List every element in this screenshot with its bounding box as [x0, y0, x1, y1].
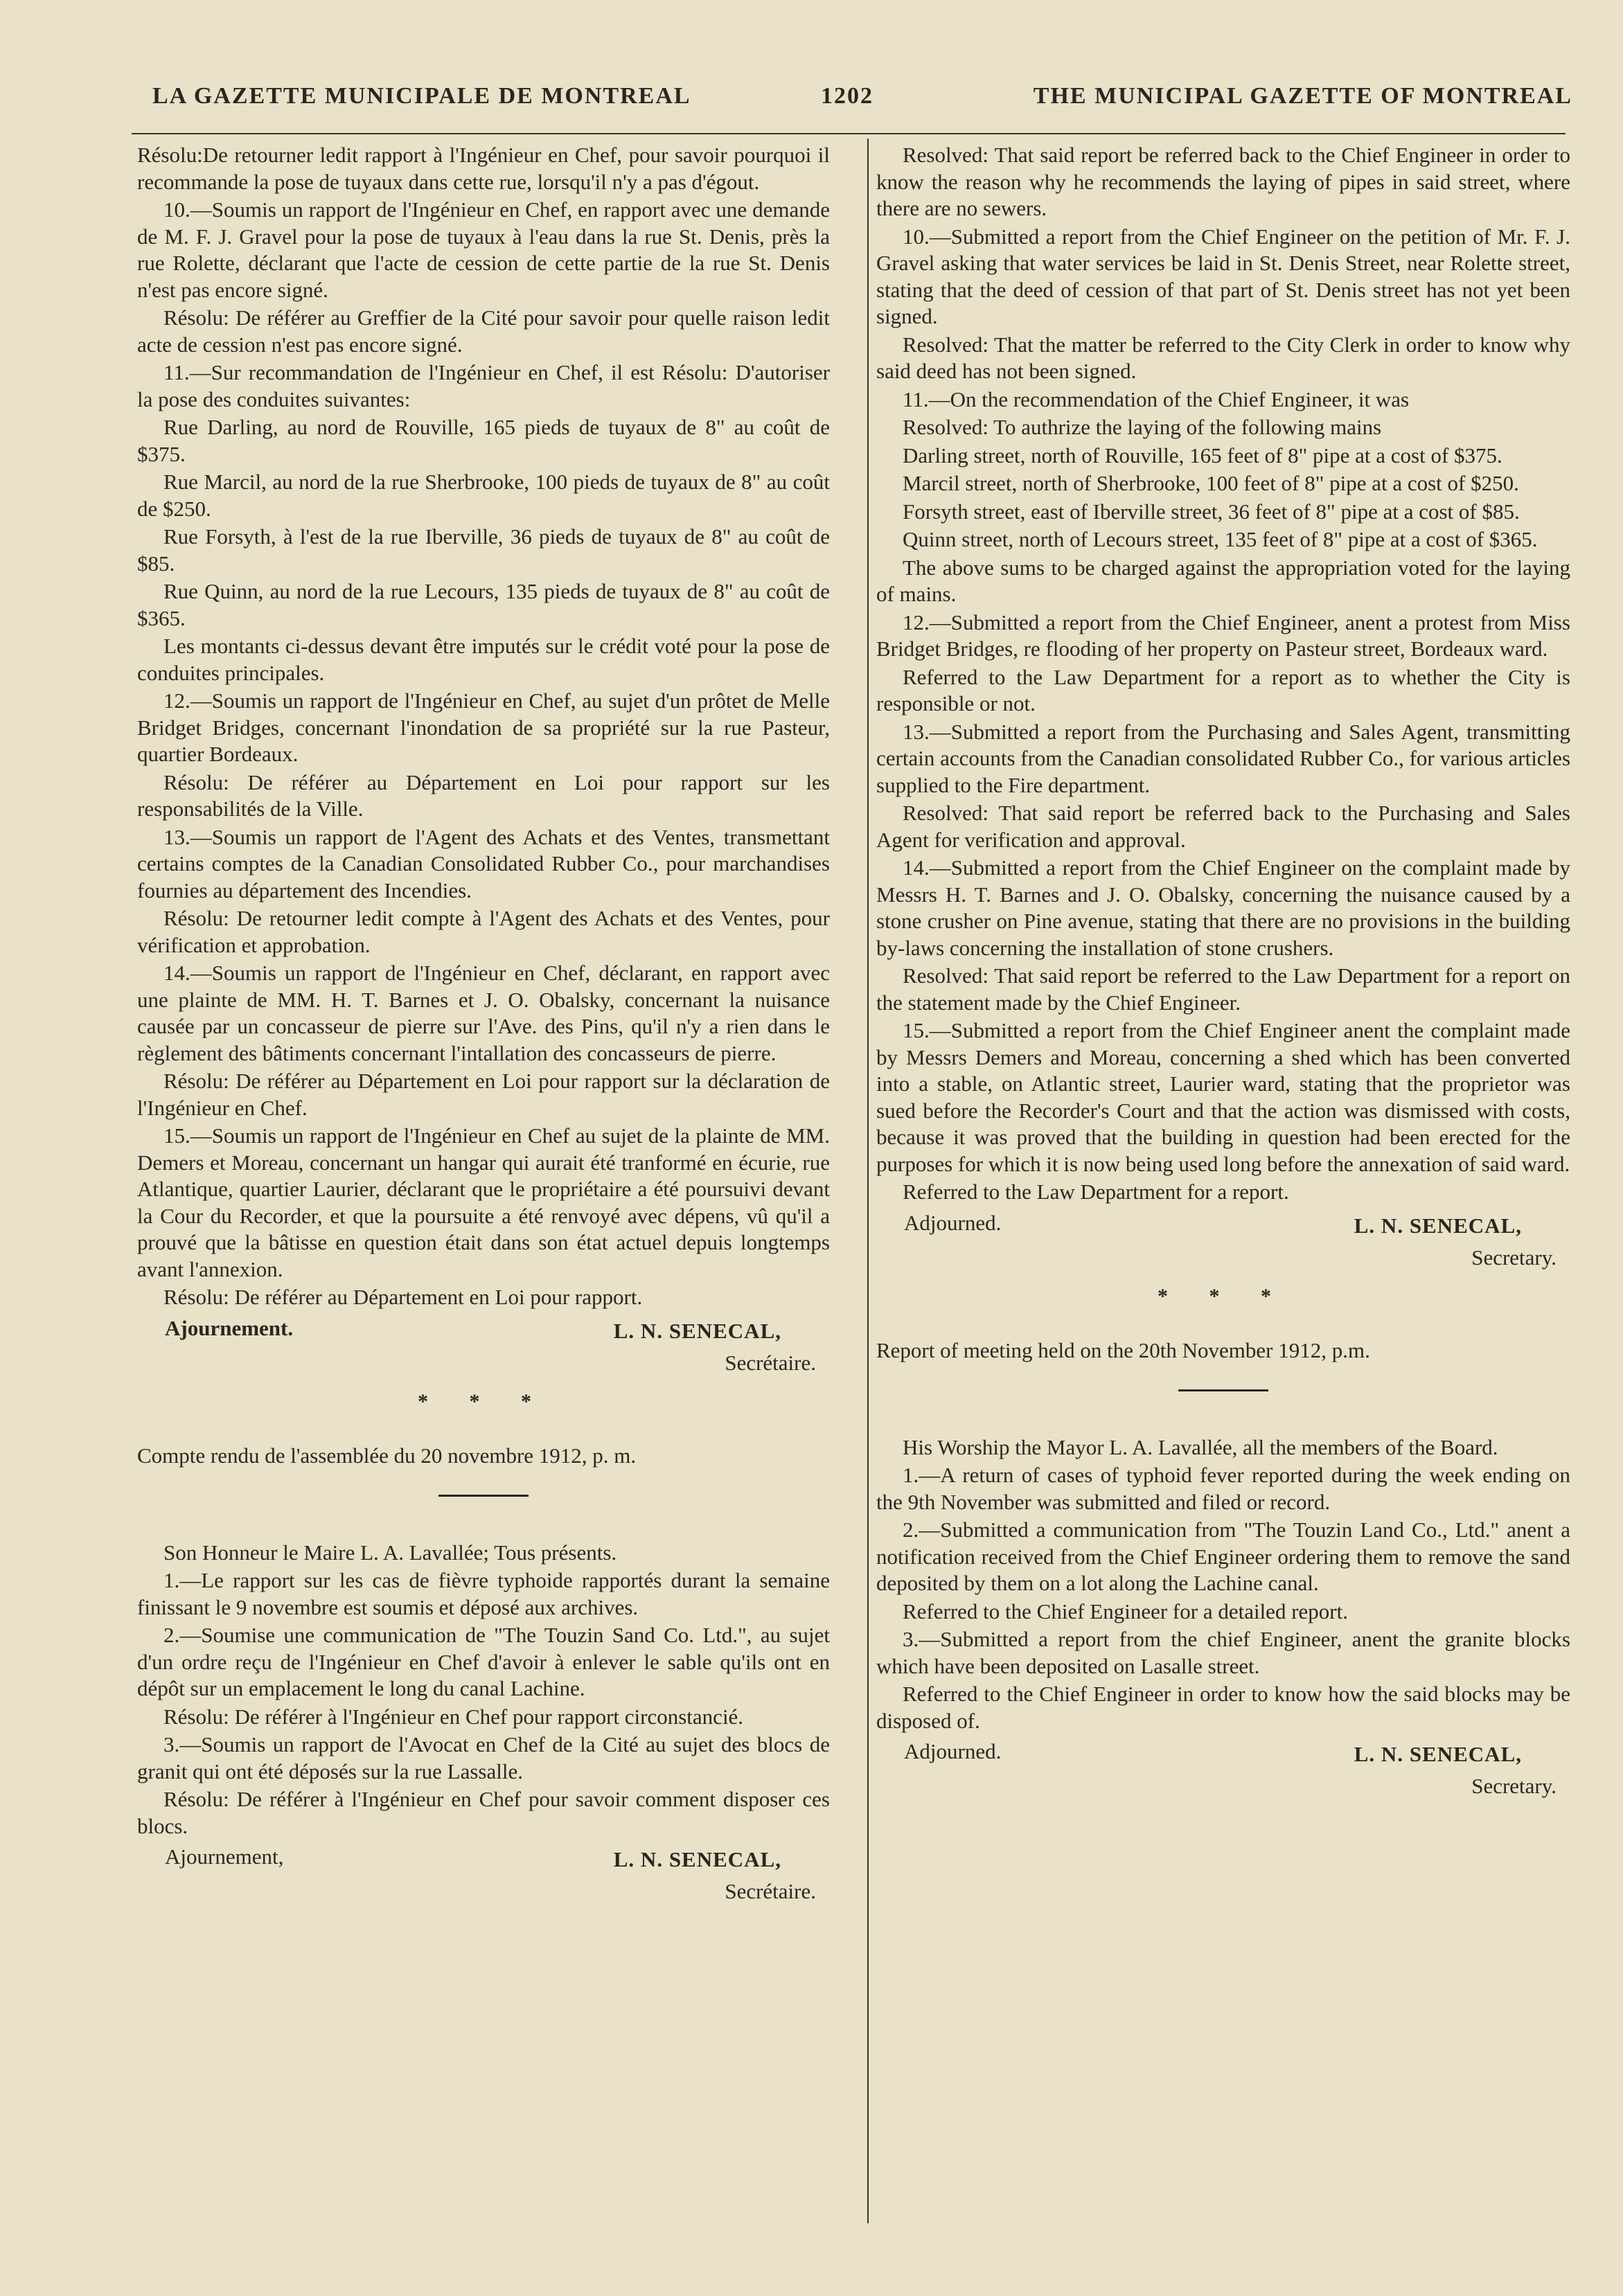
paragraph: 14.—Submitted a report from the Chief Engineer on the complaint made by Messrs H. T. Barnes and J. O. Obalsky, concerning the nuisance caused by a stone crusher on Pine avenue, stating that there are no provisions in the building by-laws concerning the installation of stone crushers.	[876, 855, 1570, 960]
signature-role: Secrétaire.	[725, 1350, 816, 1375]
signature-role: Secretary.	[1471, 1774, 1557, 1798]
paragraph: Son Honneur le Maire L. A. Lavallée; Tous présents.	[163, 1540, 617, 1565]
paragraph: Les montants ci-dessus devant être imputés sur le crédit voté pour la pose de conduites principales.	[137, 634, 830, 685]
paragraph: 2.—Soumise une communication de "The Touzin Sand Co. Ltd.", au sujet d'un ordre reçu de l'Ingénieur en Chef d'avoir à enlever le sable qu'ils ont en dépôt sur un emplacement le long du canal Lachine.	[137, 1623, 830, 1700]
paragraph: 15.—Submitted a report from the Chief Engineer anent the complaint made by Messrs Demers and Moreau, concerning a shed which has been converted into a stable, on Atlantic street, Laurier ward, stating that the proprietor was sued before the Recorder's Court and that the action was dismissed with costs, because it was proved that the building in question had been erected for the purposes for which it is now being used long before the annexation of said ward.	[876, 1018, 1570, 1176]
short-rule	[438, 1495, 529, 1497]
paragraph: 1.—A return of cases of typhoid fever reported during the week ending on the 9th November was submitted and filed or record.	[876, 1463, 1570, 1514]
paragraph: Quinn street, north of Lecours street, 135 feet of 8" pipe at a cost of $365.	[903, 527, 1538, 551]
signature-role: Secretary.	[1471, 1245, 1557, 1270]
paragraph: Résolu: De retourner ledit compte à l'Agent des Achats et des Ventes, pour vérification et approbation.	[137, 906, 830, 957]
paragraph: Referred to the Chief Engineer in order to know how the said blocks may be disposed of.	[876, 1682, 1570, 1733]
signature-name: L. N. SENECAL,	[1354, 1742, 1522, 1766]
paragraph: 14.—Soumis un rapport de l'Ingénieur en Chef, déclarant, en rapport avec une plainte de MM. H. T. Barnes et J. O. Obalsky, concernant la nuisance causée par un concasseur de pierre sur l'Ave. des Pins, qu'il n'y a rien dans le règlement des bâtiments concernant l'intallation des concasseurs de pierre.	[137, 961, 830, 1065]
paragraph: Referred to the Chief Engineer for a detailed report.	[903, 1599, 1348, 1623]
signature-block	[137, 1844, 830, 1907]
page-header	[152, 83, 1572, 118]
paragraph: 13.—Soumis un rapport de l'Agent des Achats et des Ventes, transmettant certains comptes de la Canadian Consolidated Rubber Co., pour marchandises fournies au département des Incendies.	[137, 824, 830, 902]
adjournment-label: Adjourned.	[904, 1210, 1002, 1235]
signature-name: L. N. SENECAL,	[613, 1318, 781, 1343]
paragraph: Referred to the Law Department for a report as to whether the City is responsible or not.	[876, 664, 1570, 715]
section-separator: * * *	[418, 1389, 549, 1413]
paragraph: His Worship the Mayor L. A. Lavallée, all the members of the Board.	[903, 1434, 1498, 1459]
paragraph: 10.—Soumis un rapport de l'Ingénieur en Chef, en rapport avec une demande de M. F. J. Gravel pour la pose de tuyaux à l'eau dans la rue St. Denis, près la rue Rolette, déclarant que l'acte de cession de cette partie de la rue St. Denis n'est pas encore signé.	[137, 197, 830, 302]
page-number: 1202	[821, 83, 873, 109]
paragraph: Résolu: De référer à l'Ingénieur en Chef pour savoir comment disposer ces blocs.	[137, 1787, 830, 1838]
paragraph: Résolu: De référer au Département en Loi pour rapport.	[163, 1285, 643, 1309]
paragraph: Résolu: De référer à l'Ingénieur en Chef pour rapport circonstancié.	[163, 1704, 744, 1729]
signature-name: L. N. SENECAL,	[613, 1847, 781, 1871]
paragraph: Rue Darling, au nord de Rouville, 165 pieds de tuyaux de 8" au coût de $375.	[137, 415, 830, 466]
header-title-french: LA GAZETTE MUNICIPALE DE MONTREAL	[152, 83, 691, 109]
paragraph: 12.—Soumis un rapport de l'Ingénieur en Chef, au sujet d'un prôtet de Melle Bridget Bridges, concernant l'inondation de sa propriété sur la rue Pasteur, quartier Bordeaux.	[137, 688, 830, 766]
signature-block	[137, 1315, 830, 1379]
paragraph: 11.—Sur recommandation de l'Ingénieur en Chef, il est Résolu: D'autoriser la pose des conduites suivantes:	[137, 360, 830, 411]
adjournment-label: Ajournement,	[165, 1844, 284, 1869]
paragraph: 3.—Soumis un rapport de l'Avocat en Chef de la Cité au sujet des blocs de granit qui ont été déposés sur la rue Lassalle.	[137, 1732, 830, 1783]
report-title: Report of meeting held on the 20th November 1912, p.m.	[876, 1338, 1370, 1362]
paragraph: Resolved: To authrize the laying of the following mains	[903, 415, 1382, 439]
paragraph: Referred to the Law Department for a report.	[903, 1180, 1289, 1204]
adjournment-label: Adjourned.	[904, 1739, 1002, 1763]
paragraph: 10.—Submitted a report from the Chief Engineer on the petition of Mr. F. J. Gravel asking that water services be laid in St. Denis Street, near Rolette street, stating that the deed of cession of that part of St. Denis street has not yet been signed.	[876, 224, 1570, 328]
paragraph: 2.—Submitted a communication from "The Touzin Land Co., Ltd." anent a notification received from the Chief Engineer ordering them to remove the sand deposited by them on a lot along the Lachine canal.	[876, 1518, 1570, 1595]
adjournment-label: Ajournement.	[165, 1315, 294, 1340]
signature-block	[876, 1738, 1570, 1802]
paragraph: Resolved: That said report be referred to the Law Department for a report on the statement made by the Chief Engineer.	[876, 963, 1570, 1015]
short-rule	[1178, 1389, 1268, 1391]
paragraph: Marcil street, north of Sherbrooke, 100 feet of 8" pipe at a cost of $250.	[903, 471, 1519, 495]
paragraph: Darling street, north of Rouville, 165 feet of 8" pipe at a cost of $375.	[903, 443, 1502, 468]
signature-block	[876, 1210, 1570, 1274]
paragraph: 12.—Submitted a report from the Chief Engineer, anent a protest from Miss Bridget Bridges, re flooding of her property on Pasteur street, Bordeaux ward.	[876, 609, 1570, 661]
paragraph: Résolu: De référer au Département en Loi pour rapport sur la déclaration de l'Ingénieur en Chef.	[137, 1069, 830, 1120]
english-column	[876, 142, 1570, 1805]
paragraph: Résolu:De retourner ledit rapport à l'Ingénieur en Chef, pour savoir pourquoi il recommande la pose de tuyaux dans cette rue, lorsqu'il n'y a pas d'égout.	[137, 143, 830, 194]
paragraph: The above sums to be charged against the appropriation voted for the laying of mains.	[876, 555, 1570, 606]
paragraph: Rue Forsyth, à l'est de la rue Iberville, 36 pieds de tuyaux de 8" au coût de $85.	[137, 524, 830, 576]
paragraph: Resolved: That said report be referred back to the Chief Engineer in order to know the reason why he recommends the laying of pipes in said street, where there are no sewers.	[876, 143, 1570, 220]
paragraph: Rue Quinn, au nord de la rue Lecours, 135 pieds de tuyaux de 8" au coût de $365.	[137, 579, 830, 630]
header-title-english: THE MUNICIPAL GAZETTE OF MONTREAL	[1033, 83, 1572, 109]
section-separator: * * *	[1158, 1284, 1289, 1308]
paragraph: Resolved: That the matter be referred to the City Clerk in order to know why said deed has not been signed.	[876, 332, 1570, 383]
signature-name: L. N. SENECAL,	[1354, 1213, 1522, 1238]
french-column	[137, 142, 830, 1910]
header-rule	[132, 133, 1566, 134]
paragraph: 11.—On the recommendation of the Chief Engineer, it was	[903, 386, 1410, 411]
signature-role: Secrétaire.	[725, 1879, 816, 1903]
paragraph: Résolu: De référer au Greffier de la Cité pour savoir pour quelle raison ledit acte de cession n'est pas encore signé.	[137, 305, 830, 357]
report-title: Compte rendu de l'assemblée du 20 novembre 1912, p. m.	[137, 1443, 637, 1468]
column-divider	[867, 139, 869, 2223]
paragraph: 1.—Le rapport sur les cas de fièvre typhoide rapportés durant la semaine finissant le 9 novembre est soumis et déposé aux archives.	[137, 1568, 830, 1619]
paragraph: 15.—Soumis un rapport de l'Ingénieur en Chef au sujet de la plainte de MM. Demers et Moreau, concernant un hangar qui aurait été tranformé en écurie, rue Atlantique, quartier Laurier, déclarant que le propriétaire a été poursuivi devant la Cour du Recorder, et que la poursuite a été renvoyé avec dépens, vû qu'il a prouvé que la bâtisse en question était dans son état actuel depuis longtemps avant l'annexion.	[137, 1123, 830, 1281]
paragraph: 13.—Submitted a report from the Purchasing and Sales Agent, transmitting certain accounts from the Canadian consolidated Rubber Co., for various articles supplied to the Fire department.	[876, 719, 1571, 797]
paragraph: 3.—Submitted a report from the chief Engineer, anent the granite blocks which have been deposited on Lasalle street.	[876, 1627, 1570, 1678]
paragraph: Rue Marcil, au nord de la rue Sherbrooke, 100 pieds de tuyaux de 8" au coût de $250.	[137, 470, 830, 521]
paragraph: Forsyth street, east of Iberville street, 36 feet of 8" pipe at a cost of $85.	[903, 499, 1520, 524]
paragraph: Resolved: That said report be referred back to the Purchasing and Sales Agent for verification and approval.	[876, 801, 1570, 852]
paragraph: Résolu: De référer au Département en Loi pour rapport sur les responsabilités de la Ville.	[137, 769, 830, 821]
